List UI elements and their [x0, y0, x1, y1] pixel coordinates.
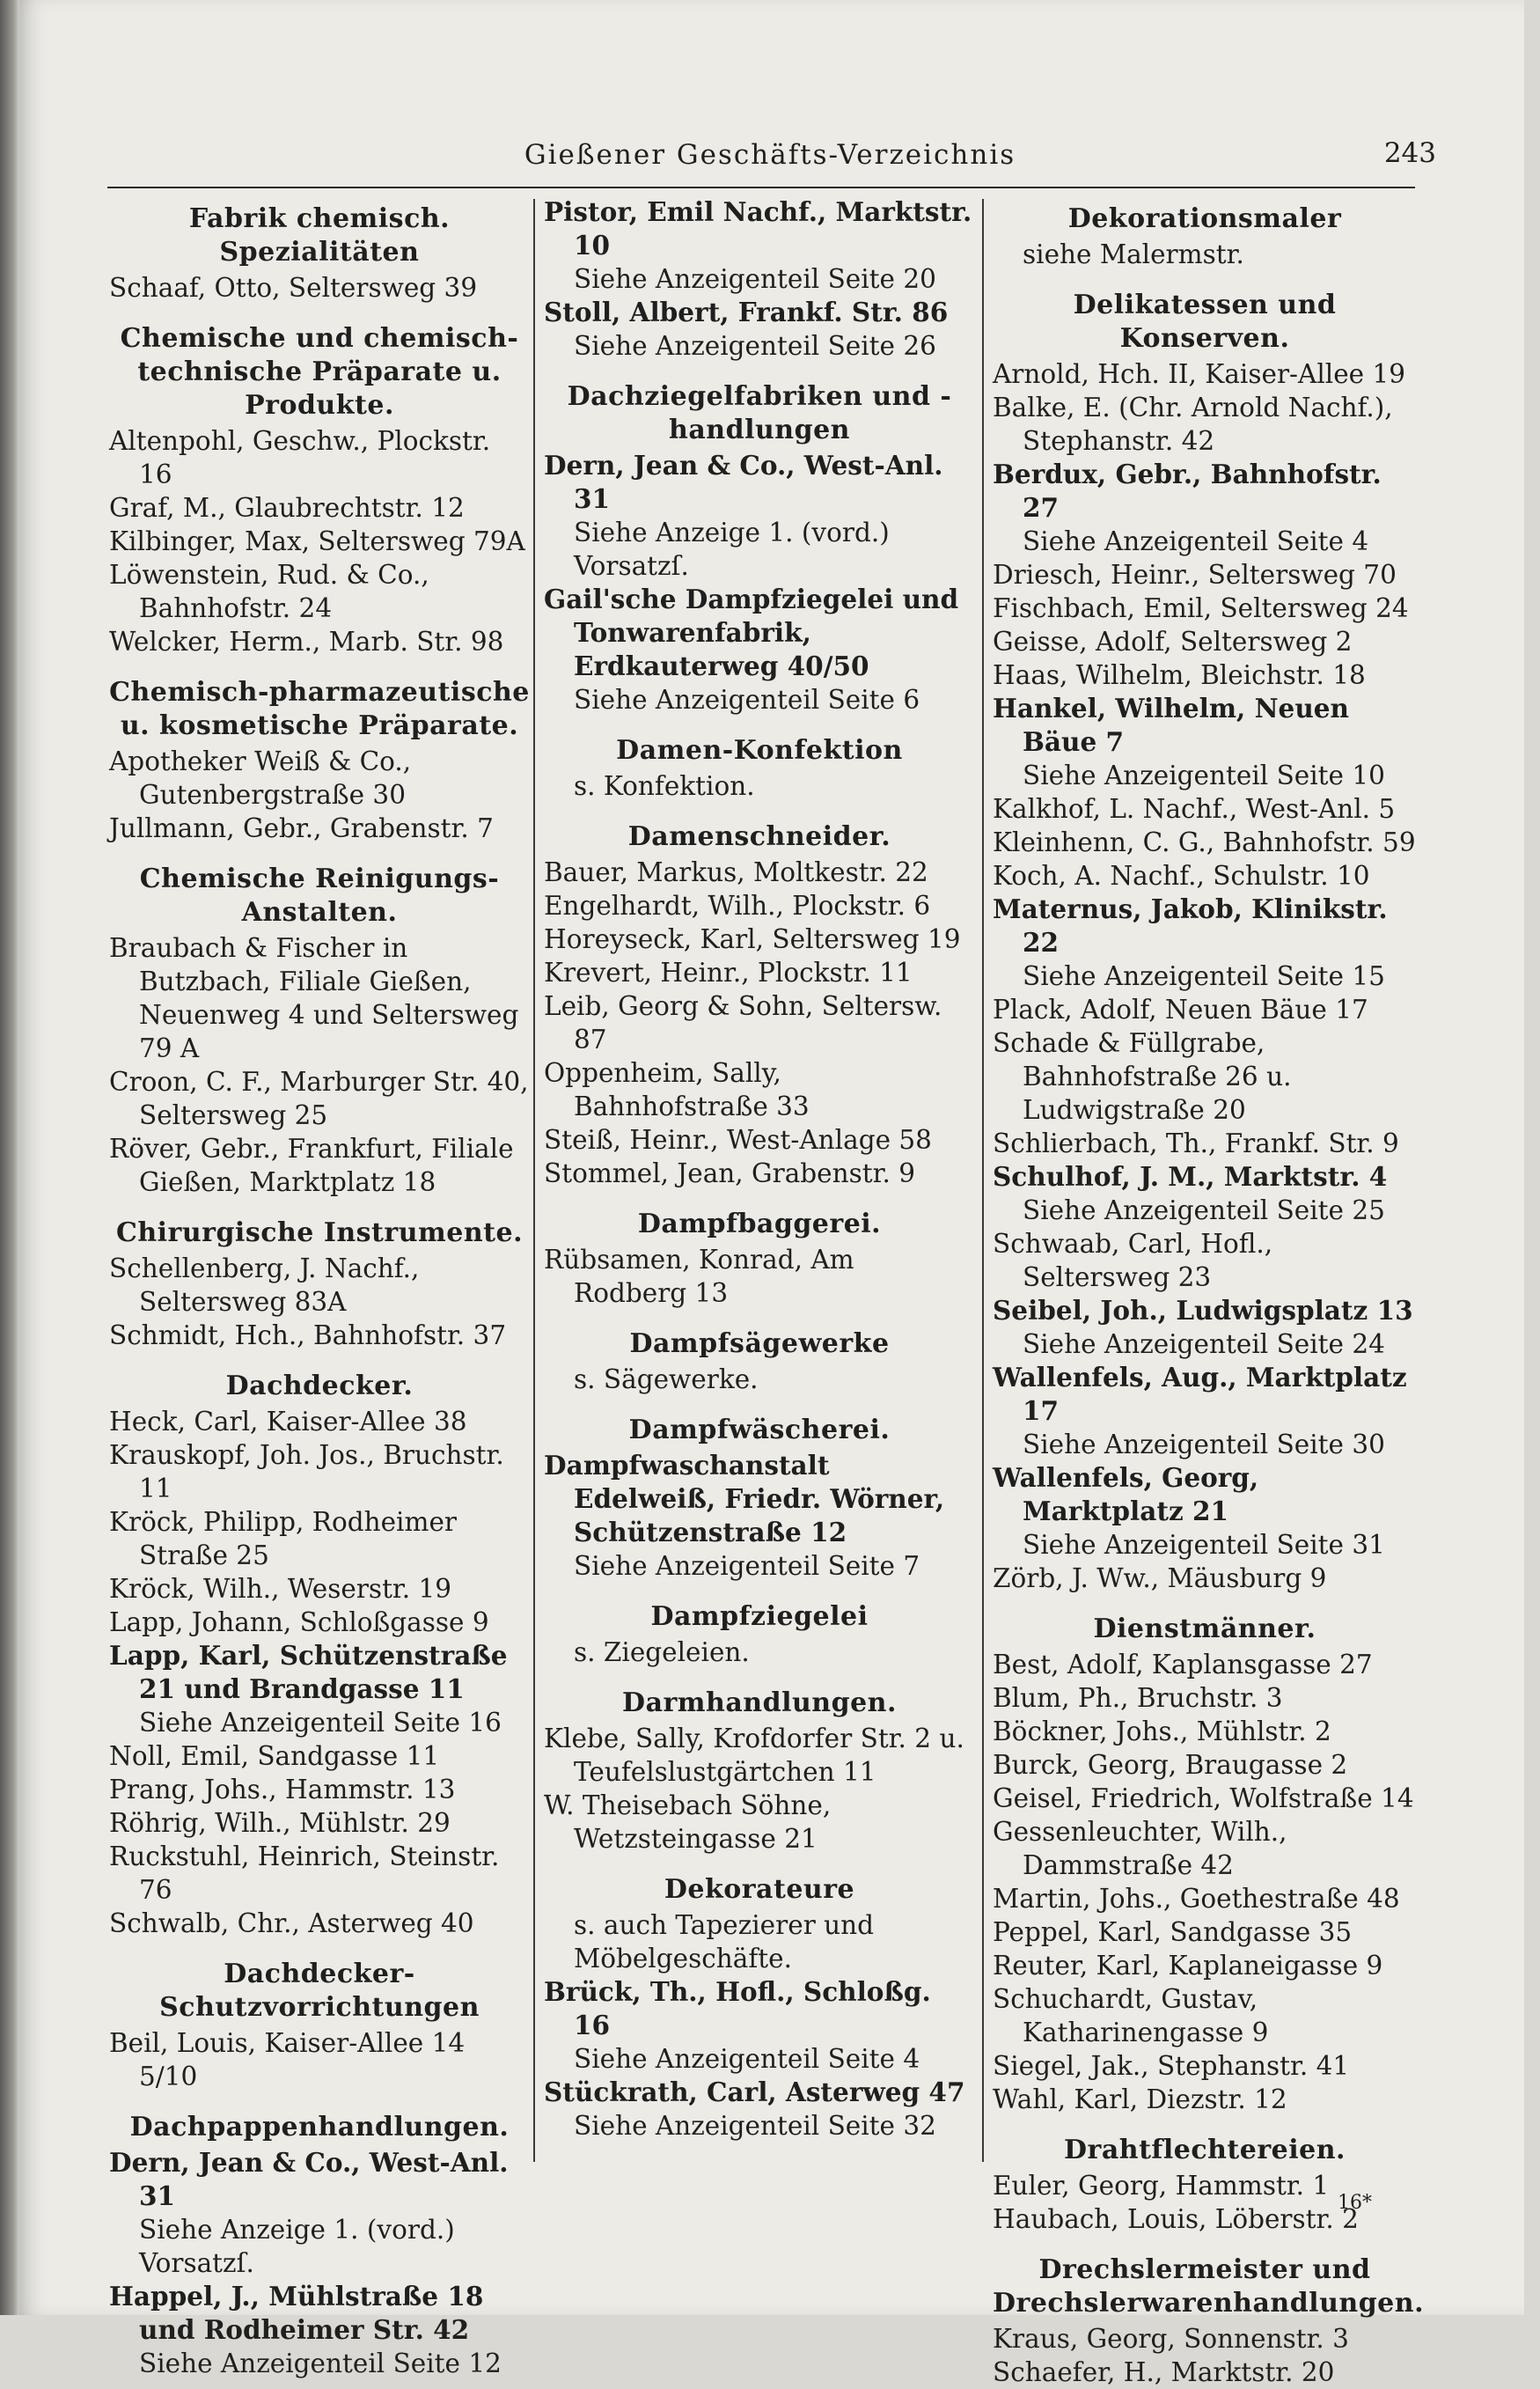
directory-entry: Stommel, Jean, Grabenstr. 9: [544, 1158, 916, 1188]
section-heading: Fabrik chemisch. Spezialitäten: [188, 203, 451, 268]
cross-reference: Siehe Anzeigenteil Seite 24: [1023, 1329, 1385, 1359]
directory-entry: Löwenstein, Rud. & Co., Bahnhofstr. 24: [109, 560, 429, 623]
directory-entry: Wallenfels, Georg, Marktplatz 21: [993, 1462, 1259, 1526]
directory-entry: Steiß, Heinr., West-Anlage 58: [544, 1125, 932, 1155]
directory-entry: Bauer, Markus, Moltkestr. 22: [544, 857, 928, 887]
directory-entry: Happel, J., Mühlstraße 18 und Rodheimer Str. 42: [109, 2281, 484, 2345]
cross-reference: siehe Malermstr.: [1023, 239, 1244, 269]
directory-entry: Horeyseck, Karl, Seltersweg 19: [544, 924, 961, 954]
directory-section: [993, 202, 1417, 271]
column-1: [109, 195, 530, 2378]
directory-entry: Balke, E. (Chr. Arnold Nachf.), Stephanstr. 42: [993, 393, 1393, 456]
directory-entry: Hankel, Wilhelm, Neuen Bäue 7: [993, 693, 1349, 757]
cross-reference: Siehe Anzeige 1. (vord.) Vorsatzſ.: [139, 2215, 455, 2278]
directory-entry: Schuchardt, Gustav, Katharinengasse 9: [993, 1984, 1269, 2047]
directory-entry: Haubach, Louis, Löberstr. 2: [993, 2204, 1359, 2234]
directory-entry: Schaefer, H., Marktstr. 20: [993, 2357, 1335, 2387]
section-heading: Dachpappenhandlungen.: [129, 2112, 510, 2143]
directory-entry: Heck, Carl, Kaiser-Allee 38: [109, 1407, 467, 1437]
cross-reference: s. Sägewerke.: [574, 1364, 759, 1394]
directory-entry: Martin, Johs., Goethestraße 48: [993, 1884, 1400, 1914]
directory-section: [544, 1208, 975, 1310]
directory-entry: Schwalb, Chr., Asterweg 40: [109, 1908, 474, 1938]
directory-entry: Schade & Füllgrabe, Bahnhofstraße 26 u. Ludwigstraße 20: [993, 1028, 1292, 1125]
directory-entry: Zörb, J. Ww., Mäusburg 9: [993, 1563, 1327, 1593]
directory-entry: Peppel, Karl, Sandgasse 35: [993, 1917, 1353, 1947]
directory-section: [544, 1873, 975, 2143]
directory-section: [993, 2253, 1425, 2389]
section-heading: Dachziegelfabriken und -handlungen: [567, 381, 952, 445]
column-2: [544, 195, 975, 2176]
section-heading: Drechslermeister und Drechslerwarenhandlungen.: [993, 2254, 1425, 2319]
directory-entry: Klebe, Sally, Krofdorfer Str. 2 u. Teufelslustgärtchen 11: [544, 1724, 964, 1787]
directory-section: [993, 2134, 1417, 2236]
directory-entry: Kraus, Georg, Sonnenstr. 3: [993, 2324, 1349, 2354]
section-heading: Damenschneider.: [627, 821, 891, 852]
directory-entry: Euler, Georg, Hammstr. 1: [993, 2171, 1330, 2201]
directory-entry: Welcker, Herm., Marb. Str. 98: [109, 627, 504, 657]
book-spine: [0, 0, 19, 2315]
directory-entry: Reuter, Karl, Kaplaneigasse 9: [993, 1951, 1383, 1981]
directory-entry: Schmidt, Hch., Bahnhofstr. 37: [109, 1320, 507, 1350]
directory-entry: Lapp, Karl, Schützenstraße 21 und Brandgasse 11: [109, 1640, 508, 1704]
section-heading: Dampfwäscherei.: [628, 1415, 891, 1445]
directory-entry: Geisel, Friedrich, Wolfstraße 14: [993, 1783, 1414, 1813]
directory-section: [544, 1687, 975, 1856]
directory-entry: Böckner, Johs., Mühlstr. 2: [993, 1716, 1331, 1746]
signature-mark: 16*: [1338, 2192, 1372, 2214]
column-rule: [533, 199, 535, 2162]
directory-entry: Plack, Adolf, Neuen Bäue 17: [993, 995, 1368, 1025]
section-heading: Dachdecker.: [225, 1371, 414, 1401]
directory-entry: Koch, A. Nachf., Schulstr. 10: [993, 861, 1370, 891]
directory-entry: Siegel, Jak., Stephanstr. 41: [993, 2051, 1350, 2081]
section-heading: Dampfziegelei: [650, 1601, 869, 1632]
directory-entry: Burck, Georg, Braugasse 2: [993, 1750, 1348, 1780]
cross-reference: Siehe Anzeigenteil Seite 32: [574, 2111, 936, 2141]
directory-entry: Wahl, Karl, Diezstr. 12: [993, 2084, 1287, 2114]
directory-entry: Leib, Georg & Sohn, Seltersw. 87: [544, 991, 942, 1055]
cross-reference: Siehe Anzeige 1. (vord.) Vorsatzſ.: [574, 518, 890, 581]
section-heading: Chirurgische Instrumente.: [115, 1217, 524, 1248]
directory-entry: Noll, Emil, Sandgasse 11: [109, 1741, 440, 1771]
directory-section: [109, 2111, 530, 2380]
directory-entry: Berdux, Gebr., Bahnhofstr. 27: [993, 459, 1382, 523]
directory-entry: Kröck, Wilh., Weserstr. 19: [109, 1574, 452, 1604]
cross-reference: Siehe Anzeigenteil Seite 7: [574, 1551, 920, 1581]
directory-entry: Oppenheim, Sally, Bahnhofstraße 33: [544, 1058, 810, 1121]
directory-entry: Schaaf, Otto, Seltersweg 39: [109, 273, 478, 303]
directory-entry: Krauskopf, Joh. Jos., Bruchstr. 11: [109, 1440, 504, 1503]
directory-section: [109, 863, 530, 1199]
cross-reference: Siehe Anzeigenteil Seite 25: [1023, 1195, 1385, 1225]
header-rule: [107, 187, 1415, 188]
directory-section: [109, 322, 530, 658]
section-heading: Dampfbaggerei.: [637, 1209, 882, 1239]
directory-entry: Rübsamen, Konrad, Am Rodberg 13: [544, 1245, 854, 1308]
directory-entry: Schellenberg, J. Nachf., Seltersweg 83A: [109, 1253, 420, 1317]
section-heading: Dienstmänner.: [1093, 1613, 1316, 1644]
section-heading: Delikatessen und Konserven.: [1073, 290, 1337, 354]
directory-section: [109, 1217, 530, 1352]
section-heading: Darmhandlungen.: [622, 1687, 897, 1718]
section-heading: Dekorateure: [664, 1874, 855, 1905]
directory-entry: Seibel, Joh., Ludwigsplatz 13: [993, 1295, 1413, 1326]
cross-reference: s. auch Tapezierer und Möbelgeschäfte.: [574, 1910, 875, 1974]
directory-entry: Dern, Jean & Co., West-Anl. 31: [544, 450, 943, 514]
directory-entry: Kröck, Philipp, Rodheimer Straße 25: [109, 1507, 458, 1570]
directory-section: [109, 1958, 530, 2093]
directory-entry: Driesch, Heinr., Seltersweg 70: [993, 560, 1397, 590]
directory-entry: Haas, Wilhelm, Bleichstr. 18: [993, 660, 1366, 690]
directory-entry: Jullmann, Gebr., Grabenstr. 7: [109, 813, 494, 843]
cross-reference: Siehe Anzeigenteil Seite 12: [139, 2349, 502, 2378]
cross-reference: Siehe Anzeigenteil Seite 15: [1023, 961, 1385, 991]
section-heading: Dachdecker-Schutzvorrichtungen: [159, 1959, 480, 2023]
directory-entry: Croon, C. F., Marburger Str. 40, Seltersweg 25: [109, 1067, 529, 1130]
directory-entry: Schwaab, Carl, Hofl., Seltersweg 23: [993, 1229, 1273, 1292]
directory-entry: Dern, Jean & Co., West-Anl. 31: [109, 2147, 509, 2211]
directory-entry: Gessenleuchter, Wilh., Dammstraße 42: [993, 1817, 1287, 1880]
cross-reference: Siehe Anzeigenteil Seite 16: [139, 1708, 502, 1738]
cross-reference: Siehe Anzeigenteil Seite 6: [574, 685, 920, 715]
section-heading: Dampfsägewerke: [629, 1328, 890, 1359]
directory-section: [544, 195, 975, 363]
directory-section: [109, 202, 530, 305]
directory-entry: Schulhof, J. M., Marktstr. 4: [993, 1161, 1388, 1192]
directory-entry: Geisse, Adolf, Seltersweg 2: [993, 627, 1353, 657]
directory-entry: Schlierbach, Th., Frankf. Str. 9: [993, 1128, 1399, 1158]
directory-entry: Pistor, Emil Nachf., Marktstr. 10: [544, 196, 972, 261]
directory-section: [993, 289, 1417, 1595]
cross-reference: Siehe Anzeigenteil Seite 30: [1023, 1430, 1385, 1459]
directory-entry: Engelhardt, Wilh., Plockstr. 6: [544, 891, 931, 921]
page-number: 243: [1383, 137, 1436, 169]
directory-entry: Stoll, Albert, Frankf. Str. 86: [544, 297, 949, 327]
directory-entry: Maternus, Jakob, Klinikstr. 22: [993, 893, 1388, 958]
cross-reference: Siehe Anzeigenteil Seite 10: [1023, 761, 1385, 790]
column-rule: [982, 199, 984, 2162]
directory-entry: Best, Adolf, Kaplansgasse 27: [993, 1650, 1373, 1680]
directory-entry: Brück, Th., Hofl., Schloßg. 16: [544, 1976, 931, 2040]
directory-entry: Beil, Louis, Kaiser-Allee 14 5/10: [109, 2028, 466, 2091]
directory-section: [544, 820, 975, 1190]
directory-entry: Apotheker Weiß & Co., Gutenbergstraße 30: [109, 746, 412, 810]
directory-entry: Braubach & Fischer in Butzbach, Filiale Gießen, Neuenweg 4 und Seltersweg 79 A: [109, 933, 519, 1063]
directory-entry: Kilbinger, Max, Seltersweg 79A: [109, 526, 525, 556]
directory-section: [109, 1370, 530, 1940]
directory-entry: Prang, Johs., Hammstr. 13: [109, 1775, 456, 1805]
directory-entry: Fischbach, Emil, Seltersweg 24: [993, 593, 1409, 623]
section-heading: Dekorationsmaler: [1067, 203, 1342, 234]
cross-reference: Siehe Anzeigenteil Seite 4: [1023, 526, 1369, 556]
directory-section: [544, 1600, 975, 1669]
directory-entry: Wallenfels, Aug., Marktplatz 17: [993, 1362, 1407, 1426]
section-heading: Chemische und chemisch-technische Präparate u. Produkte.: [120, 323, 519, 421]
directory-entry: Blum, Ph., Bruchstr. 3: [993, 1683, 1283, 1713]
directory-entry: Lapp, Johann, Schloßgasse 9: [109, 1607, 489, 1637]
section-heading: Drahtflechtereien.: [1064, 2135, 1346, 2165]
directory-entry: Graf, M., Glaubrechtstr. 12: [109, 493, 465, 523]
directory-entry: Dampfwaschanstalt Edelweiß, Friedr. Wörner, Schützenstraße 12: [544, 1450, 945, 1547]
cross-reference: Siehe Anzeigenteil Seite 26: [574, 331, 936, 361]
directory-section: [544, 380, 975, 717]
cross-reference: Siehe Anzeigenteil Seite 20: [574, 264, 936, 294]
cross-reference: Siehe Anzeigenteil Seite 31: [1023, 1530, 1385, 1560]
section-heading: Chemisch-pharmazeutische u. kosmetische Präparate.: [109, 677, 530, 741]
cross-reference: s. Ziegeleien.: [574, 1637, 750, 1667]
directory-section: [544, 1414, 975, 1583]
cross-reference: s. Konfektion.: [574, 771, 755, 801]
directory-entry: Stückrath, Carl, Asterweg 47: [544, 2077, 965, 2107]
directory-entry: Kalkhof, L. Nachf., West-Anl. 5: [993, 794, 1396, 824]
running-head: Gießener Geschäfts-Verzeichnis: [524, 139, 1016, 171]
cross-reference: Siehe Anzeigenteil Seite 4: [574, 2044, 920, 2074]
directory-entry: Ruckstuhl, Heinrich, Steinstr. 76: [109, 1841, 500, 1905]
directory-section: [544, 734, 975, 803]
section-heading: Damen-Konfektion: [616, 735, 903, 766]
directory-entry: Altenpohl, Geschw., Plockstr. 16: [109, 426, 491, 489]
directory-section: [109, 676, 530, 845]
directory-entry: W. Theisebach Söhne, Wetzsteingasse 21: [544, 1790, 832, 1854]
directory-entry: Arnold, Hch. II, Kaiser-Allee 19: [993, 359, 1406, 389]
directory-entry: Kleinhenn, C. G., Bahnhofstr. 59: [993, 827, 1416, 857]
section-heading: Chemische Reinigungs-Anstalten.: [139, 864, 500, 928]
directory-entry: Krevert, Heinr., Plockstr. 11: [544, 958, 913, 988]
directory-section: [544, 1327, 975, 1396]
directory-entry: Gail'sche Dampfziegelei und Tonwarenfabrik, Erdkauterweg 40/50: [544, 584, 959, 681]
directory-entry: Röhrig, Wilh., Mühlstr. 29: [109, 1808, 451, 1838]
directory-entry: Röver, Gebr., Frankfurt, Filiale Gießen, Marktplatz 18: [109, 1134, 514, 1197]
directory-section: [993, 1613, 1417, 2116]
